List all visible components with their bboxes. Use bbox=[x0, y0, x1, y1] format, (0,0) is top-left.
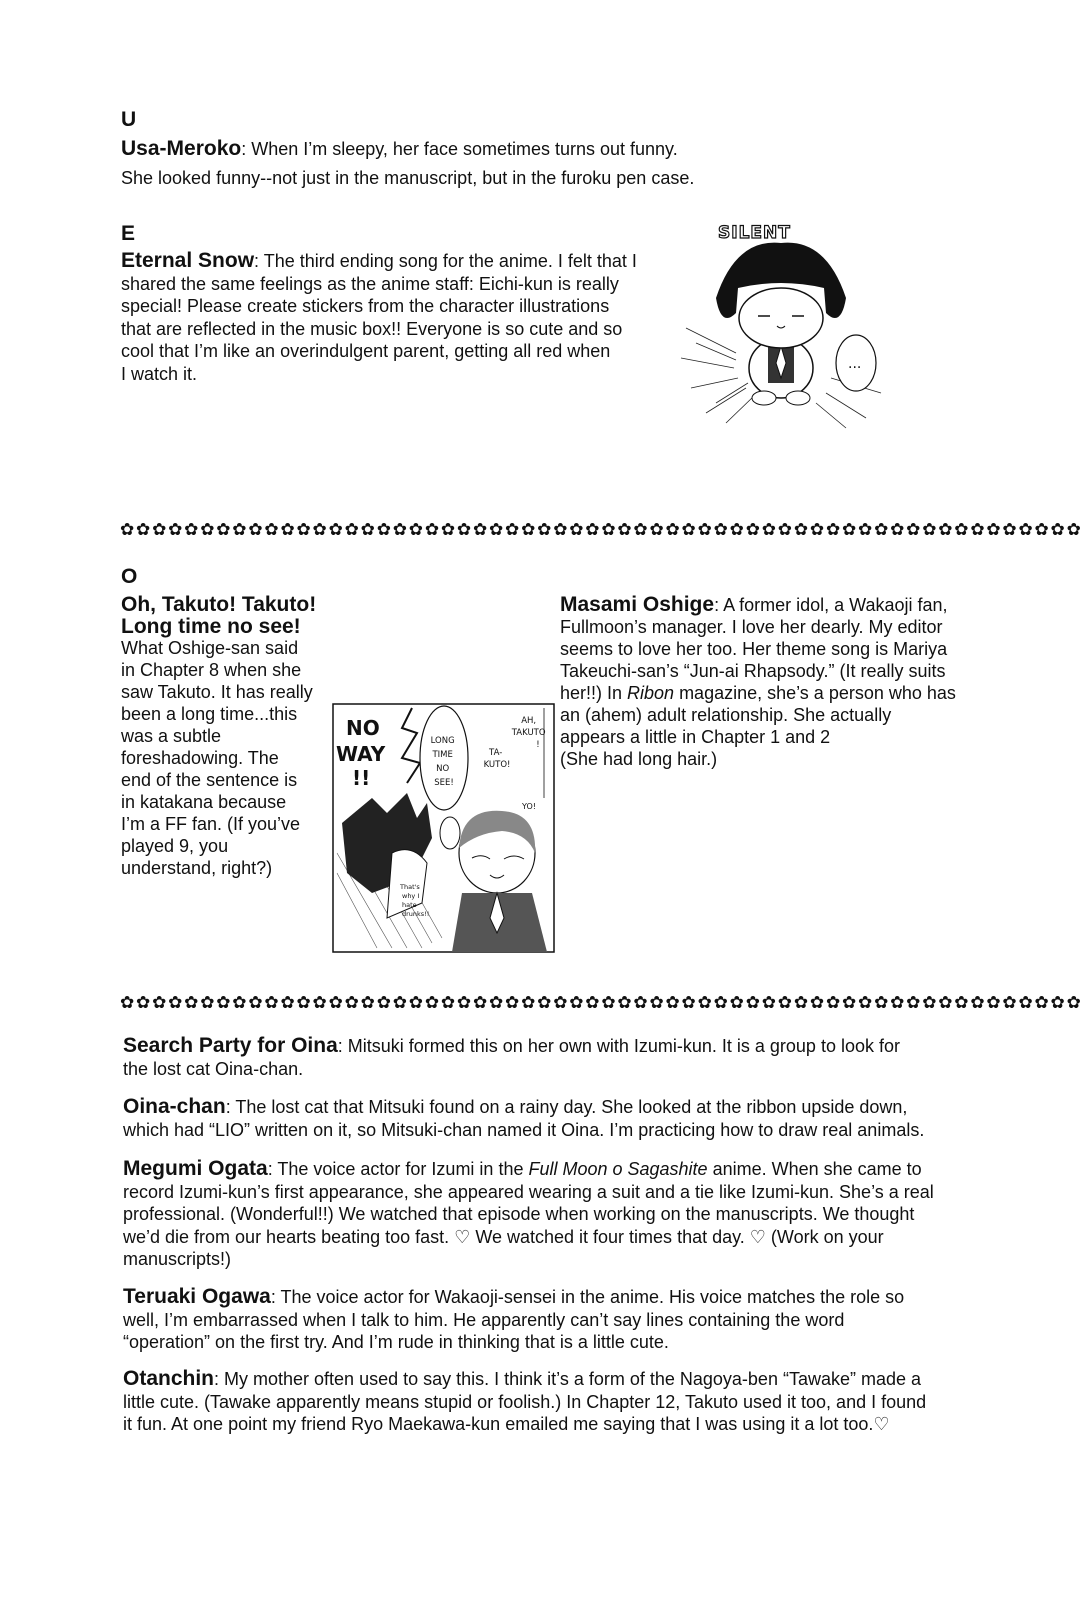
entry-oina-chan: Oina-chan: The lost cat that Mitsuki found on a rainy day. She looked at the ribbon upside down, which had “LIO” written on it, so Mitsuki-chan named it Oina. I’m practicing how to draw real animals. bbox=[123, 1095, 925, 1140]
entry-text: special! Please create stickers from the character illustrations bbox=[121, 296, 610, 316]
entry-otanchin: Otanchin: My mother often used to say this. I think it’s a form of the Nagoya-ben “Tawake” made a little cute. (Tawake apparently means stupid or foolish.) In Chapter 12, Takuto used it too, and I found it fun. At one point my friend Ryo Maekawa-kun emailed me saying that I was using it a lot too.♡ bbox=[123, 1367, 927, 1434]
entry-search-party: Search Party for Oina: Mitsuki formed this on her own with Izumi-kun. It is a group to look for the lost cat Oina-chan. bbox=[123, 1034, 900, 1079]
entry-term: Eternal Snow bbox=[121, 249, 255, 272]
section-letter-o: O bbox=[121, 565, 138, 588]
takuto-entry-text: What Oshige-san said in Chapter 8 when she saw Takuto. It has really been a long time...this was a subtle foreshadowing. The end of the sentence is in katakana because I’m a FF fan. (If you’ve played 9, you understand, right?) bbox=[121, 638, 313, 878]
entry-usa-meroko bbox=[121, 138, 821, 189]
manga-panel bbox=[332, 703, 555, 953]
entry-teruaki-ogawa: Teruaki Ogawa: The voice actor for Wakaoji-sensei in the anime. His voice matches the role so well, I’m embarrassed when I talk to him. He apparently can’t say lines containing the word “operation” on the first try. And I’m rude in thinking that is a little cute. bbox=[123, 1285, 905, 1352]
entry-text: I watch it. bbox=[121, 363, 198, 384]
no-way-sfx-3: !! bbox=[352, 766, 371, 790]
svg-text:That's why I hate: That's why I hate drunks!! bbox=[400, 883, 430, 918]
entry-text: : The third ending song for the anime. I felt that I bbox=[254, 251, 637, 271]
svg-text:AH, TAKUTO !: AH, TAKUTO ! bbox=[511, 716, 546, 750]
takuto-heading: Oh, Takuto! Takuto! Long time no see! bbox=[121, 593, 317, 638]
svg-text:TA- KUTO!: TA- KUTO! bbox=[483, 748, 511, 770]
entry-text: shared the same feelings as the anime staff: Eichi-kun is really bbox=[121, 273, 619, 294]
no-way-sfx-2: WAY bbox=[336, 742, 386, 766]
entry-text: cool that I’m like an overindulgent parent, getting all red when bbox=[121, 341, 611, 361]
entry-term: Teruaki Ogawa bbox=[123, 1285, 271, 1308]
silent-sfx: SILENT bbox=[718, 223, 791, 243]
silent-character-illustration bbox=[676, 218, 896, 438]
silent-bubble-text: ... bbox=[848, 356, 862, 372]
svg-text:LONG TIME NO: LONG TIME NO SEE! bbox=[430, 736, 455, 788]
entry-term: Usa-Meroko bbox=[121, 137, 242, 160]
entry-text: She looked funny--not just in the manuscript, but in the furoku pen case. bbox=[121, 167, 695, 188]
no-way-sfx-1: NO bbox=[346, 716, 380, 740]
entry-term: Oina-chan bbox=[123, 1095, 226, 1118]
entry-masami-oshige: Masami Oshige: A former idol, a Wakaoji fan, Fullmoon’s manager. I love her dearly. My editor seems to love her too. Her theme song is Mariya Takeuchi-san’s “Jun-ai Rhapsody.” (It really suits her!!) In Ribon magazine, she’s a person who has an (ahem) adult relationship. She actually appears a little in Chapter 1 and 2 (She had long hair.) bbox=[560, 593, 956, 769]
entry-text: : When I’m sleepy, her face sometimes turns out funny. bbox=[241, 139, 678, 159]
section-letter-e: E bbox=[121, 222, 136, 245]
entry-term: Megumi Ogata bbox=[123, 1157, 268, 1180]
entry-text: that are reflected in the music box!! Everyone is so cute and so bbox=[121, 318, 623, 339]
section-letter-u: U bbox=[121, 108, 137, 131]
entry-megumi-ogata: Megumi Ogata: The voice actor for Izumi in the Full Moon o Sagashite anime. When she came to record Izumi-kun’s first appearance, she appeared wearing a suit and a tie like Izumi-kun. She’s a real professional. (Wonderful!!) We watched that episode when working on the manuscripts. We thought we’d die from our hearts beating too fast. ♡ We watched it four times that day. ♡ (Work on your manuscripts!) bbox=[123, 1157, 934, 1269]
yo-sfx: YO! bbox=[522, 802, 536, 811]
entry-eternal-snow bbox=[121, 250, 681, 385]
flower-divider-1: ✿✿✿✿✿✿✿✿✿✿✿✿✿✿✿✿✿✿✿✿✿✿✿✿✿✿✿✿✿✿✿✿✿✿✿✿✿✿✿✿✿✿✿✿✿✿✿✿✿✿✿✿✿✿✿✿✿✿✿✿ bbox=[120, 520, 1083, 539]
entry-term: Masami Oshige bbox=[560, 593, 715, 616]
flower-divider-2: ✿✿✿✿✿✿✿✿✿✿✿✿✿✿✿✿✿✿✿✿✿✿✿✿✿✿✿✿✿✿✿✿✿✿✿✿✿✿✿✿✿✿✿✿✿✿✿✿✿✿✿✿✿✿✿✿✿✿✿✿ bbox=[120, 993, 1083, 1012]
entry-term: Otanchin bbox=[123, 1367, 215, 1390]
entry-term: Search Party for Oina bbox=[123, 1034, 338, 1057]
